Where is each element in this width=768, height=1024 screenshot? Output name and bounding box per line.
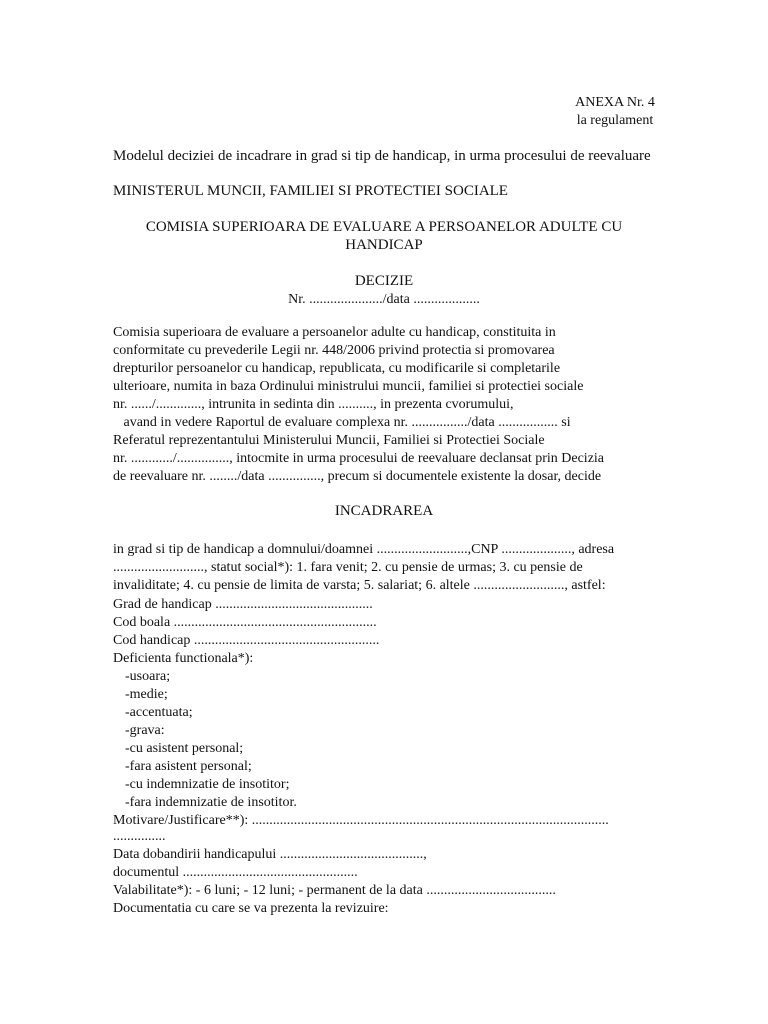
- body-line: .........................., statut social*): 1. fara venit; 2. cu pensie de urmas; 3. cu pensie de: [113, 560, 583, 575]
- deficienta-option: -cu indemnizatie de insotitor;: [125, 777, 290, 792]
- annex-header: [560, 94, 670, 130]
- intro-line: nr. ....../............., intrunita in sedinta din .........., in prezenta cvorumului,: [113, 397, 514, 412]
- decision-number-line: Nr. ...................../data ...................: [288, 292, 480, 307]
- documentatia-field: Documentatia cu care se va prezenta la revizuire:: [113, 901, 389, 916]
- deficienta-label: Deficienta functionala*):: [113, 651, 254, 666]
- ministry-name: MINISTERUL MUNCII, FAMILIEI SI PROTECTIEI SOCIALE: [113, 183, 508, 199]
- intro-line: de reevaluare nr. ......../data ..............., precum si documentele existente la dosar, decide: [113, 469, 602, 484]
- data-dobandirii-field: Data dobandirii handicapului .........................................,: [113, 847, 427, 862]
- motivare-field: Motivare/Justificare**): ......................................................................................................: [113, 813, 609, 828]
- deficienta-option: -fara asistent personal;: [125, 759, 252, 774]
- deficienta-option: -cu asistent personal;: [125, 741, 244, 756]
- grad-handicap-field: Grad de handicap .............................................: [113, 597, 373, 612]
- deficienta-option: -grava:: [125, 723, 165, 738]
- deficienta-option: -medie;: [125, 687, 168, 702]
- commission-line-1: COMISIA SUPERIOARA DE EVALUARE A PERSOANELOR ADULTE CU: [145, 219, 623, 235]
- intro-line: ulterioare, numita in baza Ordinului ministrului muncii, familiei si protectiei sociale: [113, 379, 584, 394]
- deficienta-option: -accentuata;: [125, 705, 193, 720]
- deficienta-option: -fara indemnizatie de insotitor.: [125, 795, 297, 810]
- incadrarea-title: INCADRAREA: [334, 503, 434, 519]
- annex-subtitle: la regulament: [576, 113, 654, 128]
- intro-line: Referatul reprezentantului Ministerului Muncii, Familiei si Protectiei Sociale: [113, 433, 545, 448]
- decision-title: DECIZIE: [354, 273, 414, 289]
- model-title: Modelul deciziei de incadrare in grad si tip de handicap, in urma procesului de reevaluare: [113, 148, 651, 164]
- intro-line: nr. ............/..............., intocmite in urma procesului de reevaluare declansat prin Decizia: [113, 451, 605, 466]
- documentul-field: documentul ..................................................: [113, 865, 358, 880]
- cod-boala-field: Cod boala ..........................................................: [113, 615, 377, 630]
- deficienta-option: -usoara;: [125, 669, 171, 684]
- valabilitate-field: Valabilitate*): - 6 luni; - 12 luni; - permanent de la data .....................................: [113, 883, 556, 898]
- intro-line: conformitate cu prevederile Legii nr. 448/2006 privind protectia si promovarea: [113, 343, 555, 358]
- motivare-continuation: ...............: [113, 829, 166, 844]
- body-line: in grad si tip de handicap a domnului/doamnei ..........................,CNP ...................., adresa: [113, 542, 615, 557]
- cod-handicap-field: Cod handicap .....................................................: [113, 633, 380, 648]
- intro-line: drepturilor persoanelor cu handicap, republicata, cu modificarile si completarile: [113, 361, 561, 376]
- intro-line: avand in vedere Raportul de evaluare complexa nr. ................/data ................. si: [113, 415, 571, 430]
- commission-line-2: HANDICAP: [345, 237, 423, 253]
- body-line: invaliditate; 4. cu pensie de limita de varsta; 5. salariat; 6. altele .........................., astfel:: [113, 578, 606, 593]
- intro-line: Comisia superioara de evaluare a persoanelor adulte cu handicap, constituita in: [113, 325, 556, 340]
- annex-number: ANEXA Nr. 4: [575, 95, 655, 110]
